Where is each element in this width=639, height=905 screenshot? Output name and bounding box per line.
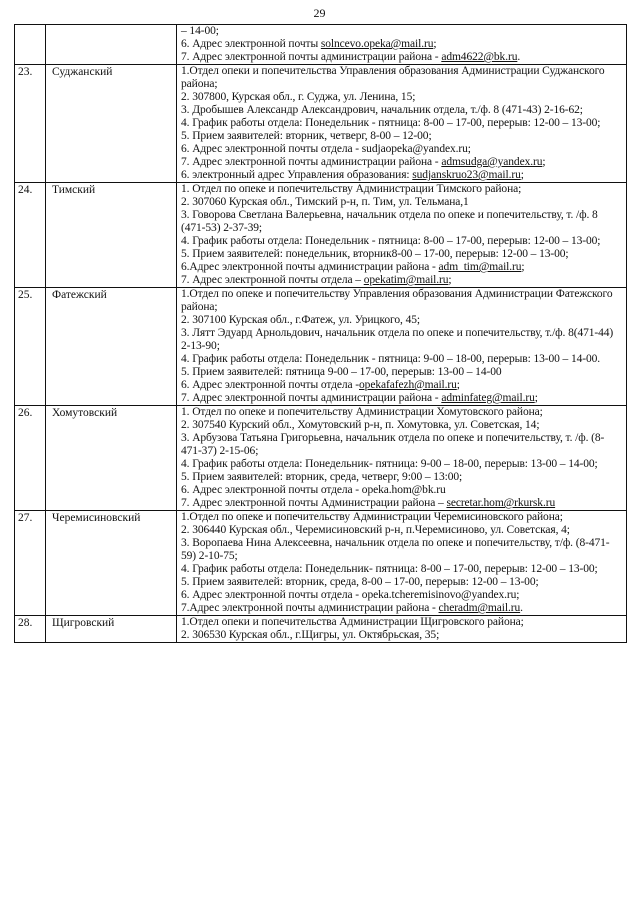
row-number-cell: 28.	[15, 616, 46, 643]
line-text: 3. Говорова Светлана Валерьевна, начальник отдела по опеке и попечительству, т. /ф. 8 (471-53) 2-37-39;	[181, 209, 598, 234]
district-name-cell: Суджанский	[46, 65, 177, 183]
line-suffix: .	[520, 602, 523, 614]
line-suffix: ;	[448, 274, 452, 286]
contact-info-line	[181, 169, 623, 182]
email-link[interactable]: opekatim@mail.ru	[363, 274, 449, 286]
line-suffix: ;	[456, 379, 460, 391]
line-text: 7. Адрес электронной почты Администрации района –	[181, 497, 447, 509]
line-text: 2. 307100 Курская обл., г.Фатеж, ул. Урицкого, 45;	[181, 314, 420, 326]
line-text: 4. График работы отдела: Понедельник - пятница: 9-00 – 18-00, перерыв: 13-00 – 14-00.	[181, 353, 601, 365]
contact-info-line	[181, 629, 623, 642]
line-suffix: ;	[520, 169, 524, 181]
contact-info-line	[181, 563, 623, 576]
line-text: 3. Дробышев Александр Александрович, начальник отдела, т./ф. 8 (471-43) 2-16-62;	[181, 104, 583, 116]
email-link[interactable]: solncevo.opeka@mail.ru	[320, 38, 434, 50]
district-cell	[46, 25, 177, 65]
contact-info-cell	[177, 406, 627, 511]
line-text: 7.Адрес электронной почты администрации района -	[181, 602, 439, 614]
contact-info-line	[181, 65, 623, 91]
contact-info-line	[181, 143, 623, 156]
contact-info-line	[181, 432, 623, 458]
contact-info-cell	[177, 511, 627, 616]
row-number-cell: 26.	[15, 406, 46, 511]
contact-info-line	[181, 91, 623, 104]
table-row	[15, 183, 627, 288]
line-text: 1. Отдел по опеке и попечительству Администрации Хомутовского района;	[181, 406, 543, 418]
contact-info-line	[181, 261, 623, 274]
district-name-cell: Тимский	[46, 183, 177, 288]
contact-info-line	[181, 235, 623, 248]
contact-info-line	[181, 353, 623, 366]
table-row	[15, 616, 627, 643]
guardianship-offices-table	[14, 24, 627, 643]
contact-info-line	[181, 38, 623, 51]
contact-info-line	[181, 130, 623, 143]
line-text: 1.Отдел опеки и попечительства Администрации Щигровского района;	[181, 616, 524, 628]
page-number: 29	[313, 6, 326, 20]
line-text: 1.Отдел опеки и попечительства Управления образования Администрации Суджанского района;	[181, 65, 605, 90]
contact-info-cell	[177, 288, 627, 406]
email-link[interactable]: secretar.hom@rkursk.ru	[446, 497, 556, 509]
line-text: 2. 306440 Курская обл., Черемисиновский р-н, п.Черемисиново, ул. Советская, 4;	[181, 524, 570, 536]
row-number-cell: 25.	[15, 288, 46, 406]
email-link[interactable]: cheradm@mail.ru	[438, 602, 521, 614]
contact-info-cell	[177, 65, 627, 183]
line-text: 5. Прием заявителей: пятница 9-00 – 17-00, перерыв: 13-00 – 14-00	[181, 366, 502, 378]
line-text: 2. 306530 Курская обл., г.Щигры, ул. Октябрьская, 35;	[181, 629, 440, 641]
contact-info-line	[181, 524, 623, 537]
line-text: 7. Адрес электронной почты отдела –	[181, 274, 364, 286]
line-text: 4. График работы отдела: Понедельник - пятница: 8-00 – 17-00, перерыв: 12-00 – 13-00;	[181, 117, 601, 129]
email-link[interactable]: adm4622@bk.ru	[441, 51, 518, 63]
contact-info-line	[181, 458, 623, 471]
contact-info-line	[181, 274, 623, 287]
table-row-continuation	[15, 25, 627, 65]
table-row	[15, 511, 627, 616]
line-text: 5. Прием заявителей: вторник, среда, 8-00 – 17-00, перерыв: 12-00 – 13-00;	[181, 576, 539, 588]
line-text: 6. Адрес электронной почты отдела - opeka.tcheremisinovo@yandex.ru;	[181, 589, 520, 601]
line-text: 6.Адрес электронной почты администрации района -	[181, 261, 439, 273]
row-number-cell: 23.	[15, 65, 46, 183]
contact-info-line	[181, 327, 623, 353]
email-link[interactable]: adm_tim@mail.ru	[438, 261, 522, 273]
contact-info-line	[181, 117, 623, 130]
line-suffix: ;	[534, 392, 538, 404]
line-text: 3. Воропаева Нина Алексеевна, начальник отдела по опеке и попечительству, т/ф. (8-471-59) 2-10-75;	[181, 537, 610, 562]
contact-info-line	[181, 379, 623, 392]
contact-info-line	[181, 196, 623, 209]
line-text: 6. электронный адрес Управления образования:	[181, 169, 413, 181]
line-suffix: ;	[433, 38, 437, 50]
district-name-cell: Щигровский	[46, 616, 177, 643]
line-text: 5. Прием заявителей: понедельник, вторник8-00 – 17-00, перерыв: 12-00 – 13-00;	[181, 248, 569, 260]
contact-info-line	[181, 471, 623, 484]
table-body	[15, 25, 627, 643]
table-row	[15, 288, 627, 406]
line-text: 5. Прием заявителей: вторник, четверг, 8-00 – 12-00;	[181, 130, 432, 142]
line-text: 2. 307060 Курская обл., Тимский р-н, п. Тим, ул. Тельмана,1	[181, 196, 469, 208]
line-text: 3. Арбузова Татьяна Григорьевна, начальник отдела по опеке и попечительству, т. /ф. (8-471-37) 2-15-06;	[181, 432, 605, 457]
line-text: 7. Адрес электронной почты администрации района -	[181, 51, 442, 63]
email-link[interactable]: sudjanskruo23@mail.ru	[412, 169, 521, 181]
line-text: – 14-00;	[181, 25, 219, 37]
email-link[interactable]: opekafafezh@mail.ru	[359, 379, 457, 391]
contact-info-cell	[177, 25, 627, 65]
contact-info-line	[181, 616, 623, 629]
contact-info-line	[181, 25, 623, 38]
table-row	[15, 65, 627, 183]
contact-info-line	[181, 104, 623, 117]
email-link[interactable]: adminfateg@mail.ru	[441, 392, 535, 404]
contact-info-line	[181, 366, 623, 379]
line-text: 2. 307540 Курский обл., Хомутовский р-н, п. Хомутовка, ул. Советская, 14;	[181, 419, 540, 431]
contact-info-line	[181, 576, 623, 589]
contact-info-line	[181, 484, 623, 497]
contact-info-line	[181, 248, 623, 261]
contact-info-line	[181, 183, 623, 196]
contact-info-line	[181, 209, 623, 235]
line-text: 6. Адрес электронной почты отдела - sudjaopeka@yandex.ru;	[181, 143, 471, 155]
line-text: 6. Адрес электронной почты отдела -	[181, 379, 360, 391]
row-number-cell	[15, 25, 46, 65]
table-row	[15, 406, 627, 511]
line-text: 7. Адрес электронной почты администрации района -	[181, 156, 442, 168]
line-text: 4. График работы отдела: Понедельник - пятница: 8-00 – 17-00, перерыв: 12-00 – 13-00;	[181, 235, 601, 247]
contact-info-line	[181, 537, 623, 563]
contact-info-line	[181, 51, 623, 64]
line-text: 3. Лятт Эдуард Арнольдович, начальник отдела по опеке и попечительству, т./ф. 8(471-44) 2-13-90;	[181, 327, 614, 352]
district-name-cell: Черемисиновский	[46, 511, 177, 616]
line-text: 1.Отдел по опеке и попечительству Администрации Черемисиновского района;	[181, 511, 563, 523]
contact-info-line	[181, 511, 623, 524]
contact-info-line	[181, 156, 623, 169]
row-number-cell: 24.	[15, 183, 46, 288]
line-text: 4. График работы отдела: Понедельник- пятница: 9-00 – 18-00, перерыв: 13-00 – 14-00;	[181, 458, 598, 470]
row-number-cell: 27.	[15, 511, 46, 616]
contact-info-line	[181, 602, 623, 615]
line-text: 6. Адрес электронной почты	[181, 38, 321, 50]
line-text: 2. 307800, Курская обл., г. Суджа, ул. Ленина, 15;	[181, 91, 416, 103]
line-text: 1.Отдел по опеке и попечительству Управления образования Администрации Фатежского района;	[181, 288, 613, 313]
contact-info-line	[181, 288, 623, 314]
contact-info-cell	[177, 183, 627, 288]
line-suffix: ;	[521, 261, 525, 273]
district-name-cell: Фатежский	[46, 288, 177, 406]
contact-info-line	[181, 314, 623, 327]
contact-info-line	[181, 419, 623, 432]
contact-info-line	[181, 406, 623, 419]
district-name-cell: Хомутовский	[46, 406, 177, 511]
line-text: 7. Адрес электронной почты администрации района -	[181, 392, 442, 404]
line-suffix: ;	[542, 156, 546, 168]
line-suffix: .	[517, 51, 521, 63]
line-text: 5. Прием заявителей: вторник, среда, четверг, 9:00 – 13:00;	[181, 471, 463, 483]
email-link[interactable]: admsudga@yandex.ru	[441, 156, 543, 168]
contact-info-cell	[177, 616, 627, 643]
line-text: 4. График работы отдела: Понедельник- пятница: 8-00 – 17-00, перерыв: 12-00 – 13-00;	[181, 563, 598, 575]
contact-info-line	[181, 392, 623, 405]
line-text: 1. Отдел по опеке и попечительству Администрации Тимского района;	[181, 183, 522, 195]
contact-info-line	[181, 589, 623, 602]
line-text: 6. Адрес электронной почты отдела - opeka.hom@bk.ru	[181, 484, 446, 496]
contact-info-line	[181, 497, 623, 510]
